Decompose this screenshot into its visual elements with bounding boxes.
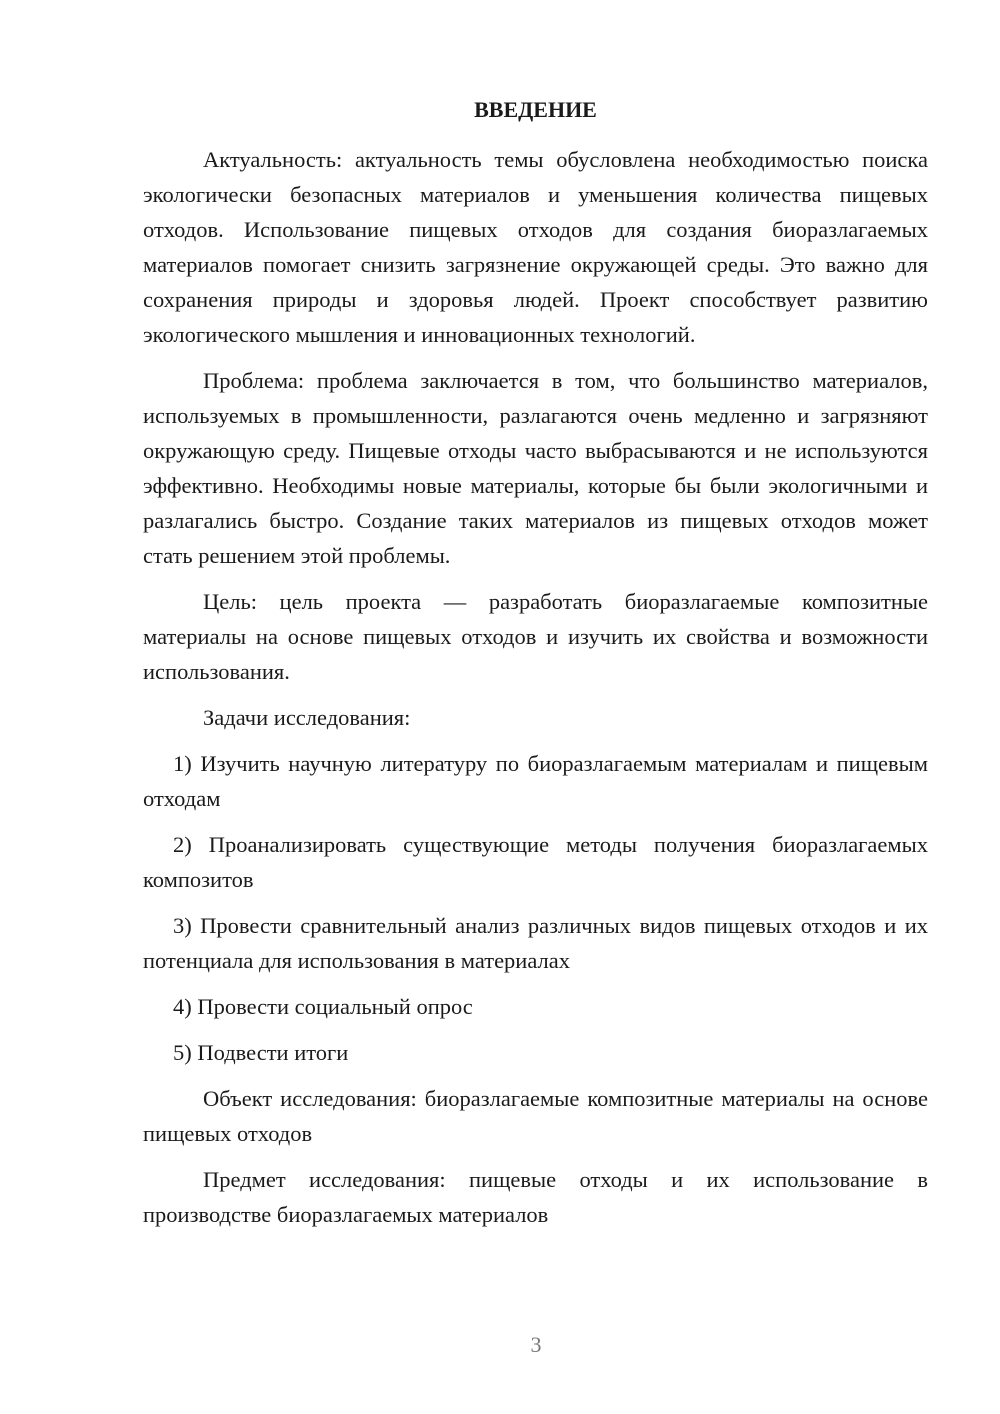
task-item-3: 3) Провести сравнительный анализ различных видов пищевых отходов и их потенциала для использования в материалах (143, 913, 928, 973)
task-item-1: 1) Изучить научную литературу по биоразлагаемым материалам и пищевым отходам (143, 751, 928, 811)
tasks-heading: Задачи исследования: (203, 705, 411, 730)
problem-paragraph: Проблема: проблема заключается в том, что большинство материалов, используемых в промышленности, разлагаются очень медленно и загрязняют окружающую среду. Пищевые отходы часто выбрасываются и не используются эффективно. Необходимы новые материалы, которые бы были экологичными и разлагались быстро. Создание таких материалов из пищевых отходов может стать решением этой проблемы. (143, 368, 928, 568)
goal-paragraph: Цель: цель проекта — разработать биоразлагаемые композитные материалы на основе пищевых отходов и изучить их свойства и возможности использования. (143, 589, 928, 684)
relevance-paragraph: Актуальность: актуальность темы обусловлена необходимостью поиска экологически безопасных материалов и уменьшения количества пищевых отходов. Использование пищевых отходов для создания биоразлагаемых материалов помогает снизить загрязнение окружающей среды. Это важно для сохранения природы и здоровья людей. Проект способствует развитию экологического мышления и инновационных технологий. (143, 147, 928, 347)
subject-paragraph: Предмет исследования: пищевые отходы и их использование в производстве биоразлагаемых материалов (143, 1167, 928, 1227)
task-item-5: 5) Подвести итоги (173, 1040, 349, 1065)
task-item-2: 2) Проанализировать существующие методы получения биоразлагаемых композитов (143, 832, 928, 892)
task-item-4: 4) Провести социальный опрос (173, 994, 473, 1019)
page-title: ВВЕДЕНИЕ (474, 97, 597, 122)
page-number: 3 (530, 1332, 542, 1357)
document-page (143, 94, 928, 1243)
object-paragraph: Объект исследования: биоразлагаемые композитные материалы на основе пищевых отходов (143, 1086, 928, 1146)
